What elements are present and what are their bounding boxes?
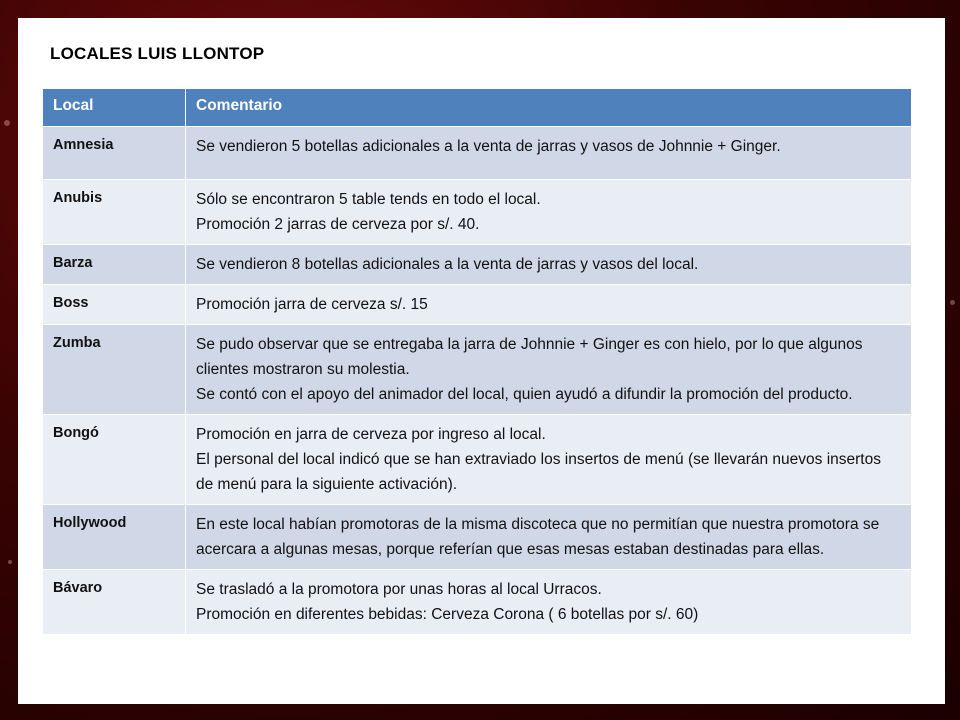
table-row: [43, 180, 912, 245]
comentario-cell: [186, 415, 912, 505]
table-row: [43, 245, 912, 285]
locales-table: [42, 88, 912, 635]
comentario-cell: [186, 180, 912, 245]
local-cell: Barza: [43, 245, 186, 285]
comentario-cell: [186, 245, 912, 285]
table-row: [43, 285, 912, 325]
comentario-line: Se contó con el apoyo del animador del local, quien ayudó a difundir la promoción del producto.: [196, 386, 853, 403]
table-row: [43, 505, 912, 570]
comentario-line: El personal del local indicó que se han extraviado los insertos de menú (se llevarán nuevos insertos de menú para la siguiente activación).: [196, 451, 881, 493]
table-body: [43, 127, 912, 635]
local-cell: Zumba: [43, 325, 186, 415]
local-cell: Bongó: [43, 415, 186, 505]
comentario-line: Promoción 2 jarras de cerveza por s/. 40.: [196, 216, 480, 233]
comentario-cell: [186, 285, 912, 325]
background-sparkle: [4, 120, 10, 126]
slide: [18, 18, 945, 704]
slide-title: LOCALES LUIS LLONTOP: [50, 44, 265, 63]
local-cell: Hollywood: [43, 505, 186, 570]
local-cell: Boss: [43, 285, 186, 325]
local-cell: Amnesia: [43, 127, 186, 180]
table-header-row: [43, 89, 912, 127]
comentario-line: Promoción en jarra de cerveza por ingreso al local.: [196, 426, 546, 443]
table-row: [43, 415, 912, 505]
table-row: [43, 325, 912, 415]
background-sparkle: [950, 300, 955, 305]
comentario-line: En este local habían promotoras de la misma discoteca que no permitían que nuestra promotora se acercara a algunas mesas, porque referían que esas mesas estaban destinadas para ellas.: [196, 516, 880, 558]
header-local: Local: [43, 89, 186, 127]
comentario-line: Se trasladó a la promotora por unas horas al local Urracos.: [196, 581, 602, 598]
comentario-cell: [186, 505, 912, 570]
local-cell: Bávaro: [43, 570, 186, 635]
comentario-cell: [186, 127, 912, 180]
comentario-line: Se pudo observar que se entregaba la jarra de Johnnie + Ginger es con hielo, por lo que algunos clientes mostraron su molestia.: [196, 336, 863, 378]
comentario-line: Se vendieron 8 botellas adicionales a la venta de jarras y vasos del local.: [196, 256, 699, 273]
comentario-line: Promoción jarra de cerveza s/. 15: [196, 296, 428, 313]
comentario-cell: [186, 570, 912, 635]
comentario-line: Se vendieron 5 botellas adicionales a la venta de jarras y vasos de Johnnie + Ginger.: [196, 138, 781, 155]
table-row: [43, 570, 912, 635]
comentario-line: Promoción en diferentes bebidas: Cerveza Corona ( 6 botellas por s/. 60): [196, 606, 699, 623]
table-row: [43, 127, 912, 180]
local-cell: Anubis: [43, 180, 186, 245]
comentario-cell: [186, 325, 912, 415]
header-comentario: Comentario: [186, 89, 912, 127]
background-sparkle: [8, 560, 12, 564]
comentario-line: Sólo se encontraron 5 table tends en todo el local.: [196, 191, 541, 208]
